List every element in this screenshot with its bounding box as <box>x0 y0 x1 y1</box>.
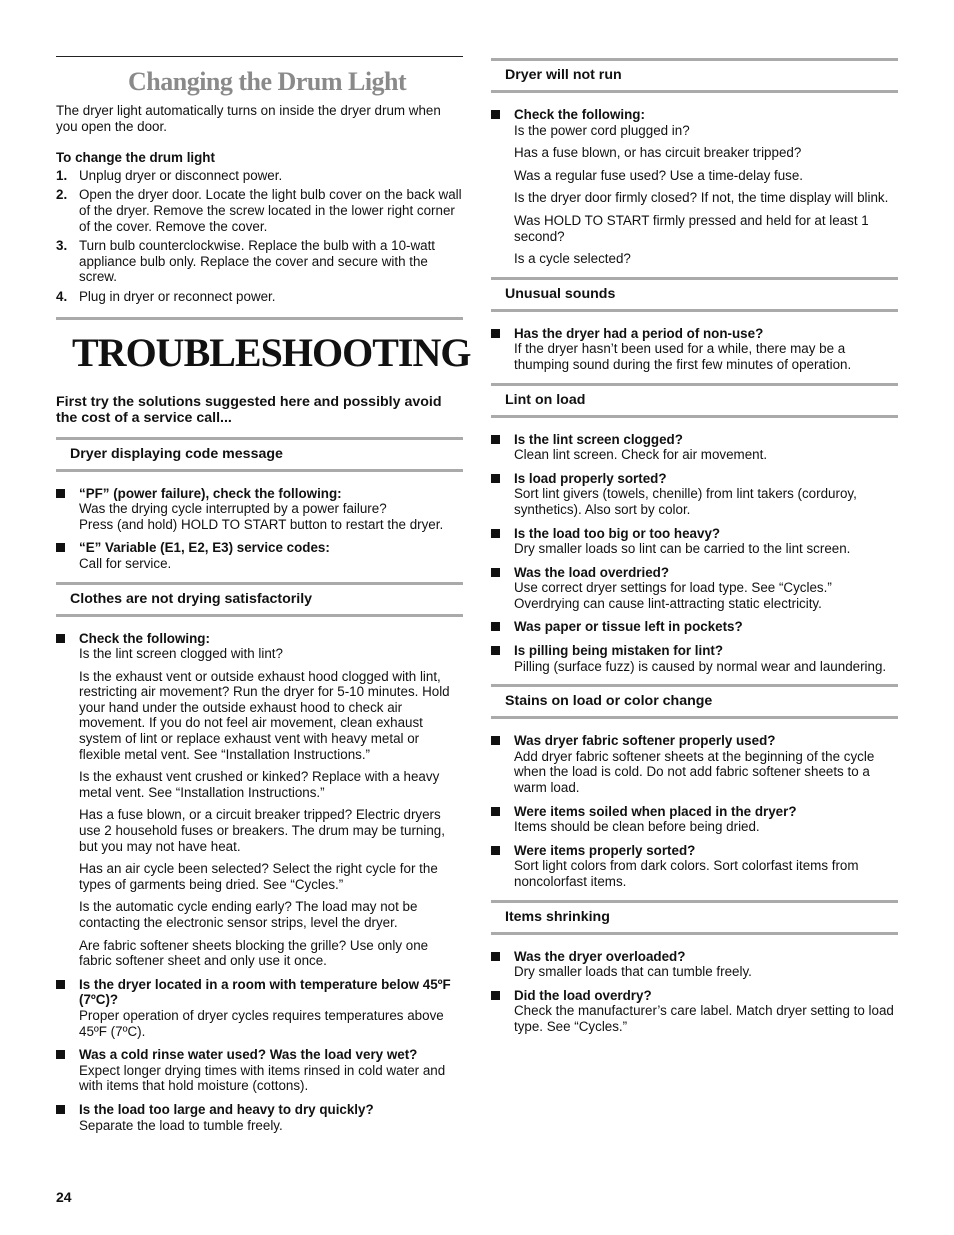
item-question: “PF” (power failure), check the following: <box>79 485 342 501</box>
step-number: 1. <box>56 167 68 183</box>
square-bullet-icon <box>56 634 65 643</box>
item-answer: Is the dryer door firmly closed? If not, the time display will blink. <box>514 190 889 206</box>
square-bullet-icon <box>491 474 500 483</box>
right-sections <box>491 58 898 1035</box>
item-question: Is the lint screen clogged? <box>514 431 683 447</box>
page-number: 24 <box>56 1189 72 1205</box>
item-answer: Are fabric softener sheets blocking the grille? Use only one fabric softener sheet and only use it once. <box>79 937 429 969</box>
square-bullet-icon <box>491 110 500 119</box>
list-item <box>491 643 898 674</box>
square-bullet-icon <box>491 952 500 961</box>
list-item <box>491 471 898 518</box>
section-items <box>56 631 463 1134</box>
step-item <box>56 238 463 285</box>
item-answer: Sort light colors from dark colors. Sort colorfast items from noncolorfast items. <box>514 858 859 889</box>
item-answer: Items should be clean before being dried. <box>514 819 760 835</box>
list-item <box>491 804 898 835</box>
item-question: Was paper or tissue left in pockets? <box>514 619 743 635</box>
drum-light-subhead: To change the drum light <box>56 150 215 166</box>
list-item <box>491 843 898 890</box>
item-answer: Has a fuse blown, or a circuit breaker tripped? Electric dryers use 2 household fuses or breakers. The drum may be turning, but you may not have heat. <box>79 807 445 854</box>
right-column <box>491 56 898 1043</box>
list-item <box>56 540 463 571</box>
item-answer: Is a cycle selected? <box>514 251 631 267</box>
list-item <box>491 949 898 980</box>
step-text: Open the dryer door. Locate the light bulb cover on the back wall of the dryer. Remove the screw located in the lower right corner of the cover. Remove the cover. <box>79 187 462 234</box>
list-item <box>491 988 898 1035</box>
item-answer: Was the drying cycle interrupted by a power failure? Press (and hold) HOLD TO START button to restart the dryer. <box>79 501 444 532</box>
left-sections <box>56 437 463 1134</box>
section-items <box>491 733 898 889</box>
item-answer: Add dryer fabric softener sheets at the beginning of the cycle when the load is cold. Do not add fabric softener sheets to a warm load. <box>514 748 875 796</box>
list-item <box>491 107 898 267</box>
section-heading: Items shrinking <box>491 900 898 935</box>
item-question: Was the load overdried? <box>514 564 670 580</box>
item-question: Was dryer fabric softener properly used? <box>514 733 776 749</box>
drum-light-steps <box>56 168 463 305</box>
list-item <box>491 565 898 612</box>
square-bullet-icon <box>56 1105 65 1114</box>
section-heading: Unusual sounds <box>491 277 898 312</box>
step-number: 3. <box>56 238 68 254</box>
step-text: Unplug dryer or disconnect power. <box>79 167 283 183</box>
item-answer: Is the lint screen clogged with lint? <box>79 646 283 662</box>
item-answer: Expect longer drying times with items rinsed in cold water and with items that hold moisture (cottons). <box>79 1062 446 1094</box>
square-bullet-icon <box>56 1050 65 1059</box>
step-item <box>56 168 463 184</box>
section-heading: Lint on load <box>491 383 898 418</box>
item-answer: If the dryer hasn’t been used for a while, there may be a thumping sound during the first few minutes of operation. <box>514 341 852 372</box>
item-question: “E” Variable (E1, E2, E3) service codes: <box>79 540 330 556</box>
item-question: Was the dryer overloaded? <box>514 948 686 964</box>
left-column <box>56 56 471 1141</box>
section-items <box>491 949 898 1035</box>
item-answer: Proper operation of dryer cycles requires temperatures above 45ºF (7ºC). <box>79 1007 444 1039</box>
item-answer: Was a regular fuse used? Use a time-delay fuse. <box>514 167 804 183</box>
item-answer: Pilling (surface fuzz) is caused by normal wear and laundering. <box>514 658 887 674</box>
list-item <box>491 326 898 373</box>
item-question: Is the dryer located in a room with temperature below 45ºF (7ºC)? <box>79 976 451 1008</box>
item-question: Did the load overdry? <box>514 987 652 1003</box>
square-bullet-icon <box>491 568 500 577</box>
troubleshooting-intro: First try the solutions suggested here and possibly avoid the cost of a service call... <box>56 393 442 427</box>
square-bullet-icon <box>56 489 65 498</box>
section-items <box>491 107 898 267</box>
item-answer: Is the exhaust vent crushed or kinked? Replace with a heavy metal vent. See “Installation Instructions.” <box>79 769 440 800</box>
list-item <box>56 977 463 1039</box>
square-bullet-icon <box>491 991 500 1000</box>
item-question: Is pilling being mistaken for lint? <box>514 643 724 659</box>
step-item <box>56 187 463 234</box>
item-answer: Dry smaller loads that can tumble freely. <box>514 964 752 980</box>
list-item <box>491 526 898 557</box>
item-answer: Check the manufacturer’s care label. Match dryer setting to load type. See “Cycles.” <box>514 1003 894 1034</box>
item-question: Is the load too big or too heavy? <box>514 525 721 541</box>
square-bullet-icon <box>491 529 500 538</box>
item-answer: Sort lint givers (towels, chenille) from lint takers (corduroy, synthetics). Also sort by color. <box>514 486 857 517</box>
item-question: Is the load too large and heavy to dry quickly? <box>79 1101 374 1117</box>
troubleshooting-title: TROUBLESHOOTING <box>72 329 471 375</box>
item-question: Were items soiled when placed in the dryer? <box>514 803 797 819</box>
item-question: Check the following: <box>79 630 210 646</box>
list-item <box>56 486 463 533</box>
list-item <box>491 733 898 795</box>
square-bullet-icon <box>491 736 500 745</box>
list-item <box>56 1102 463 1133</box>
square-bullet-icon <box>491 807 500 816</box>
list-item <box>491 432 898 463</box>
square-bullet-icon <box>491 329 500 338</box>
section-divider <box>56 317 463 320</box>
item-question: Has the dryer had a period of non-use? <box>514 325 764 341</box>
item-answer: Use correct dryer settings for load type. See “Cycles.” Overdrying can cause lint-attracting static electricity. <box>514 580 832 611</box>
drum-light-title: Changing the Drum Light <box>128 67 407 96</box>
item-answer: Separate the load to tumble freely. <box>79 1117 283 1133</box>
item-answer: Was HOLD TO START firmly pressed and held for at least 1 second? <box>514 212 869 244</box>
section-items <box>491 326 898 373</box>
item-answer: Call for service. <box>79 555 172 571</box>
square-bullet-icon <box>56 980 65 989</box>
step-number: 4. <box>56 288 68 304</box>
section-heading: Dryer will not run <box>491 58 898 93</box>
square-bullet-icon <box>56 543 65 552</box>
item-answer: Dry smaller loads so lint can be carried to the lint screen. <box>514 541 851 557</box>
step-item <box>56 289 463 305</box>
item-question: Is load properly sorted? <box>514 470 667 486</box>
item-answer: Clean lint screen. Check for air movement. <box>514 447 768 463</box>
item-answer: Is the automatic cycle ending early? The load may not be contacting the electronic sensor strips, level the dryer. <box>79 899 418 930</box>
square-bullet-icon <box>491 622 500 631</box>
drum-light-intro: The dryer light automatically turns on inside the dryer drum when you open the door. <box>56 103 441 134</box>
item-question: Was a cold rinse water used? Was the load very wet? <box>79 1047 418 1063</box>
step-text: Plug in dryer or reconnect power. <box>79 288 276 304</box>
item-question: Were items properly sorted? <box>514 842 696 858</box>
item-answer: Is the exhaust vent or outside exhaust hood clogged with lint, restricting air movement? Run the dryer for 5-10 minutes. Hold your hand under the outside exhaust hood to check air movement. If you do not feel air movement, clean exhaust system of lint or replace exhaust vent with heavy metal or flexible metal vent. See “Installation Instructions.” <box>79 668 450 762</box>
item-answer: Has an air cycle been selected? Select the right cycle for the types of garments being dried. See “Cycles.” <box>79 861 438 892</box>
item-answer: Is the power cord plugged in? <box>514 122 690 138</box>
square-bullet-icon <box>491 435 500 444</box>
section-items <box>491 432 898 675</box>
list-item <box>491 619 898 635</box>
step-text: Turn bulb counterclockwise. Replace the bulb with a 10-watt appliance bulb only. Replace the cover and secure with the screw. <box>79 238 436 285</box>
item-question: Check the following: <box>514 107 645 122</box>
section-heading: Clothes are not drying satisfactorily <box>56 582 463 617</box>
section-items <box>56 486 463 572</box>
section-heading: Dryer displaying code message <box>56 437 463 472</box>
square-bullet-icon <box>491 646 500 655</box>
list-item <box>56 1047 463 1094</box>
square-bullet-icon <box>491 846 500 855</box>
section-heading: Stains on load or color change <box>491 684 898 719</box>
item-answer: Has a fuse blown, or has circuit breaker tripped? <box>514 145 802 161</box>
step-number: 2. <box>56 187 68 203</box>
list-item <box>56 631 463 969</box>
